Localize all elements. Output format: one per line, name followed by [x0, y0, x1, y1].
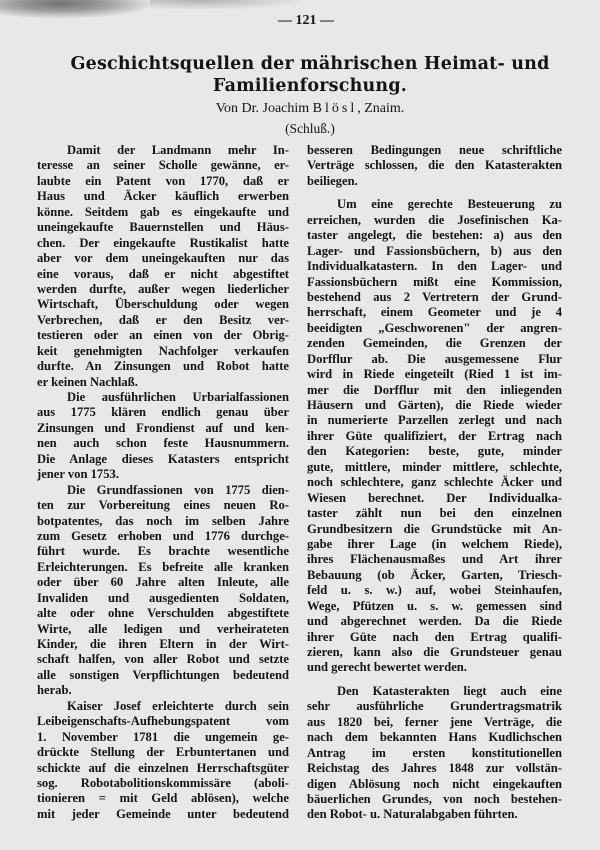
- text-line: gute, mittlere, minder mittlere, schlechte,: [307, 459, 562, 474]
- byline-prefix: Von Dr. Joachim: [215, 101, 310, 116]
- text-line: Wiesen berechnet. Der Individualka-: [307, 490, 562, 505]
- text-line: den Robot- u. Naturalabgaben führten.: [307, 807, 518, 822]
- text-line: chen. Der eingekaufte Rustikalist hatte: [37, 235, 289, 250]
- text-line: durfte. An Zinsungen und Robot hatte: [37, 359, 289, 374]
- text-line: Wirte, alle ledigen und verheirateten: [37, 621, 289, 636]
- paragraph: [307, 684, 562, 823]
- text-line: oder über 60 Jahre alten Inleute, alle: [37, 575, 289, 590]
- title-line: Geschichtsquellen der mährischen Heimat- und: [70, 54, 550, 74]
- text-line: Zinsungen und Frondienst auf und ken-: [37, 420, 289, 435]
- text-line: aber vor dem uneingekauften nur das: [37, 251, 289, 266]
- page-number: — 121 —: [278, 13, 334, 28]
- text-line: laubte ein Patent von 1770, daß er: [37, 173, 289, 188]
- text-line: drückte Stellung der Erbuntertanen und: [37, 745, 289, 760]
- text-line: Lager- und Fassionsbüchern, b) aus den: [307, 243, 562, 258]
- article-title: [0, 53, 600, 97]
- title-line: Familienforschung.: [212, 76, 408, 96]
- text-line: Erleichterungen. Es befreite alle kranken: [37, 559, 289, 574]
- text-line: beeidigten „Geschworenen" der angren-: [307, 320, 562, 335]
- text-line: feld u. s. w.) auf, wobei Steinhaufen,: [307, 583, 562, 598]
- paragraph: [307, 143, 562, 189]
- text-line: nach dem bekannten Hans Kudlichschen: [307, 730, 562, 745]
- text-line: digen Ablösung noch nicht eingekauften: [307, 776, 562, 791]
- text-line: und gerecht bewertet werden.: [307, 660, 467, 675]
- paragraph: [307, 197, 562, 676]
- text-line: ihres Flächenausmaßes und Art ihrer: [307, 552, 562, 567]
- text-line: zum Gesetz erhoben und 1776 durchge-: [37, 528, 289, 543]
- text-line: Damit der Landmann mehr In-: [67, 143, 289, 157]
- author-name: Blösl: [312, 101, 358, 116]
- text-line: Grundbesitzern die Grundstücke mit An-: [307, 521, 562, 536]
- text-line: sehr ausführliche Grundertragsmatrik: [307, 699, 562, 714]
- text-line: Dorfflur ab. Die ausgemessene Flur: [307, 351, 562, 366]
- text-line: ihrer Güte qualifiziert, der Ertrag nach: [307, 428, 562, 443]
- text-line: ihrer Güte nach den Ertrag qualifi-: [307, 629, 562, 644]
- text-line: teresse an seiner Scholle gewänne, er-: [37, 158, 289, 173]
- paragraph: [37, 143, 289, 390]
- byline-suffix: , Znaim.: [357, 101, 405, 116]
- text-line: Antrag im ersten konstitutionellen: [307, 745, 562, 760]
- text-line: gabe ihrer Lage (in welchem Riede),: [307, 536, 562, 551]
- text-line: er keinen Nachlaß.: [37, 374, 138, 389]
- text-line: Um eine gerechte Besteuerung zu: [337, 197, 562, 212]
- text-line: Fassionsbüchern mißt eine Kommission,: [307, 274, 562, 289]
- text-line: Individualkatastern. In den Lager- und: [307, 259, 562, 274]
- text-line: bäuerlichen Grundes, von noch bestehen-: [307, 791, 562, 806]
- text-line: Wirtschaft, Überschuldung oder wegen: [37, 297, 289, 312]
- text-line: Verträge schlossen, die den Katasterakten: [307, 158, 562, 173]
- text-line: den Kategorien: beste, gute, minder: [307, 444, 562, 459]
- text-line: zieren, kann also die Grundsteuer genau: [307, 645, 562, 659]
- text-line: Verbrechen, daß er den Besitz ver-: [37, 312, 289, 327]
- paragraph: [37, 483, 289, 699]
- text-line: Die Anlage dieses Katasters entspricht: [37, 451, 289, 466]
- text-line: schickte auf die einzelnen Herrschaftsgüter: [37, 760, 289, 775]
- text-line: taster zählt nun bei den einzelnen: [307, 506, 562, 521]
- text-line: beiliegen.: [307, 173, 358, 188]
- text-line: bestehend aus 2 Vertretern der Grund-: [307, 289, 562, 304]
- text-line: schaft halfen, von aller Robot und setzte: [37, 652, 289, 667]
- text-line: botpatentes, das noch im selben Jahre: [37, 513, 289, 528]
- text-line: jener von 1753.: [37, 467, 119, 482]
- text-line: Reichstag des Jahres 1848 zur vollstän-: [307, 761, 562, 776]
- text-line: werden durfte, außer wegen liederlicher: [37, 281, 289, 296]
- text-line: erreichen, wurden die Josefinischen Ka-: [307, 212, 562, 227]
- text-line: und abgerechnet werden. Da die Riede: [307, 614, 562, 629]
- text-line: Invaliden und ausgedienten Soldaten,: [37, 590, 289, 605]
- text-column-left: [37, 143, 289, 822]
- text-line: tionieren = mit Geld ablösen), welche: [37, 791, 289, 806]
- text-line: alte oder ohne Verschulden abgestiftete: [37, 606, 289, 621]
- text-line: besseren Bedingungen neue schriftliche: [307, 143, 562, 157]
- text-line: herrschaft, einem Geometer und je 4: [307, 305, 562, 320]
- text-line: aus 1820 bei, ferner jene Verträge, die: [307, 714, 562, 729]
- text-line: zenden Gemeinden, die Grenzen der: [307, 336, 562, 351]
- text-line: testieren oder an einen von der Obrig-: [37, 328, 289, 343]
- text-column-right: [307, 143, 562, 823]
- text-line: Bebauung (ob Äcker, Garten, Triesch-: [307, 567, 562, 582]
- text-line: eine voraus, daß er nicht abgestiftet: [37, 266, 289, 281]
- text-line: Haus und Äcker käuflich erwerben: [37, 189, 289, 204]
- text-line: wird in Riede eingeteilt (Ried 1 ist im-: [307, 367, 562, 382]
- text-line: Den Katasterakten liegt auch eine: [337, 683, 562, 698]
- paragraph: [37, 699, 289, 823]
- scan-smudge: [150, 0, 310, 10]
- text-line: führt wurde. Es brachte wesentliche: [37, 544, 289, 559]
- text-line: könne. Seitdem gab es eingekaufte und: [37, 204, 289, 219]
- text-line: sog. Robotabolitionskommissäre (aboli-: [37, 775, 289, 790]
- text-line: Häusern und Gärten), die Riede wieder: [307, 398, 562, 412]
- text-line: Wege, Pfützen u. s. w. gemessen sind: [307, 598, 562, 613]
- text-line: mer die Dorfflur mit den inliegenden: [307, 382, 562, 397]
- text-line: herab.: [37, 683, 72, 698]
- byline: [0, 101, 600, 117]
- text-line: alle sonstigen Verpflichtungen bedeutend: [37, 667, 289, 682]
- text-line: ten zur Vorbereitung eines neuen Ro-: [37, 498, 289, 513]
- text-line: nen auch schon feste Hausnummern.: [37, 436, 289, 451]
- text-line: noch schlechtere, ganz schlechte Äcker und: [307, 475, 562, 490]
- text-line: Die Grundfassionen von 1775 dien-: [67, 482, 289, 497]
- text-line: Kinder, die ihren Eltern in der Wirt-: [37, 637, 289, 651]
- text-line: Leibeigenschafts-Aufhebungspatent vom: [37, 714, 289, 729]
- text-line: 1. November 1781 die ungemein ge-: [37, 729, 289, 744]
- text-line: in numerierte Parzellen zerlegt und nach: [307, 413, 562, 428]
- text-line: mit jeder Gemeinde unter bedeutend: [37, 806, 289, 821]
- subtitle: (Schluß.): [285, 121, 335, 136]
- text-line: taster angelegt, die bestehen: a) aus den: [307, 228, 562, 243]
- text-line: Kaiser Josef erleichterte durch sein: [67, 698, 289, 713]
- text-line: Die ausführlichen Urbarialfassionen: [67, 390, 289, 404]
- paragraph: [37, 390, 289, 483]
- text-line: keit genehmigten Nachfolger verkaufen: [37, 343, 289, 358]
- text-line: uneingekaufte Bauernstellen und Häus-: [37, 220, 289, 235]
- text-line: aus 1775 klären endlich genau über: [37, 405, 289, 420]
